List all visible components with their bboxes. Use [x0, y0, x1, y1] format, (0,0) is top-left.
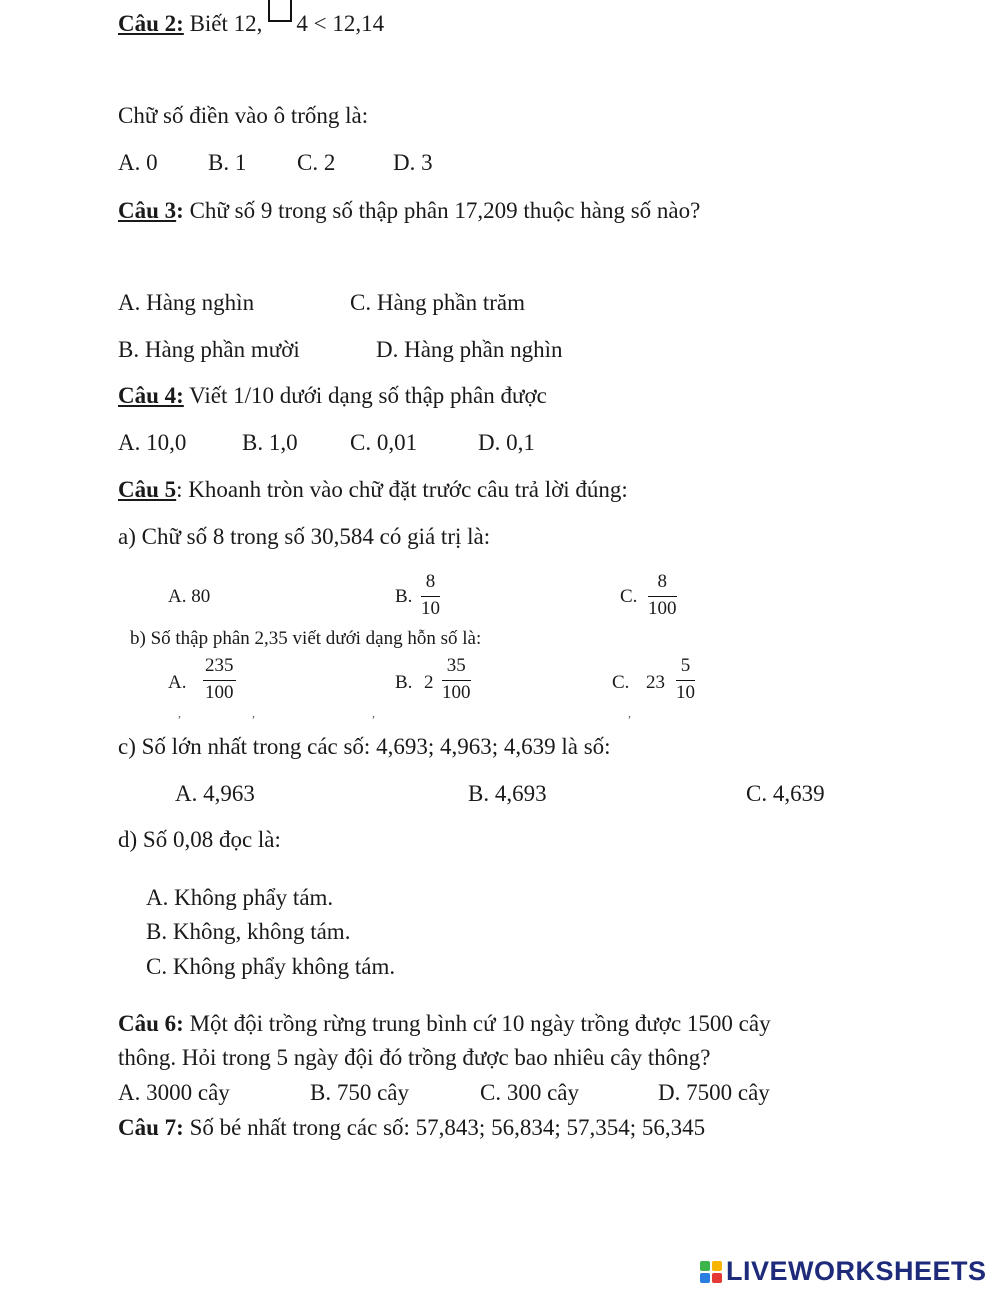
question-2-prompt: Chữ số điền vào ô trống là: [118, 103, 369, 128]
question-5c-prompt: c) Số lớn nhất trong các số: 4,693; 4,963; 4,639 là số: [118, 734, 611, 759]
question-5b-option-b-whole: 2 [424, 672, 434, 693]
question-4-option-a[interactable]: A. 10,0 [118, 430, 187, 455]
fraction-denominator: 10 [676, 682, 695, 704]
question-5d-prompt: d) Số 0,08 đọc là: [118, 827, 281, 852]
question-5b-option-a-fraction [203, 656, 236, 704]
question-3-option-b[interactable]: B. Hàng phần mười [118, 337, 300, 362]
fraction-numerator: 5 [680, 655, 691, 676]
question-3-colon: : [176, 198, 184, 223]
question-4-text: Viết 1/10 dưới dạng số thập phân được [189, 383, 547, 408]
scan-artifact: , [372, 706, 375, 720]
question-2-text-before: Biết 12, [189, 11, 263, 36]
question-2-text-after: 4 < 12,14 [296, 11, 385, 36]
liveworksheets-logo [700, 1256, 987, 1287]
question-4-label: Câu 4: [118, 383, 184, 408]
question-6-line-2: thông. Hỏi trong 5 ngày đội đó trồng được bao nhiêu cây thông? [118, 1045, 711, 1070]
question-5b-option-c-fraction [676, 656, 695, 704]
logo-mark-icon [700, 1261, 722, 1283]
question-2-option-d[interactable]: D. 3 [393, 150, 433, 175]
logo-square [700, 1261, 710, 1271]
question-5d-option-b[interactable]: B. Không, không tám. [146, 919, 351, 944]
scan-artifact: , [178, 706, 181, 720]
fraction-bar [421, 596, 440, 598]
question-5d-option-c[interactable]: C. Không phẩy không tám. [146, 954, 396, 979]
question-5a-option-a[interactable]: A. 80 [168, 586, 211, 607]
question-2-label: Câu 2: [118, 11, 184, 36]
question-5a-option-c-label[interactable]: C. [620, 586, 638, 607]
question-5a-option-b-fraction [421, 572, 440, 620]
question-6-option-b[interactable]: B. 750 cây [310, 1080, 410, 1105]
question-5a-option-c-fraction [648, 572, 677, 620]
scan-artifact: , [628, 706, 631, 720]
question-6-option-c[interactable]: C. 300 cây [480, 1080, 580, 1105]
fraction-denominator: 100 [205, 682, 234, 704]
question-3-option-a[interactable]: A. Hàng nghìn [118, 290, 255, 315]
question-7-label: Câu 7: [118, 1115, 184, 1140]
question-5d-option-a[interactable]: A. Không phẩy tám. [146, 885, 334, 910]
question-6-label: Câu 6: [118, 1011, 184, 1036]
fraction-bar [648, 596, 677, 598]
question-6-line-1: Một đội trồng rừng trung bình cứ 10 ngày trồng được 1500 cây [189, 1011, 771, 1036]
fraction-denominator: 100 [442, 682, 471, 704]
question-5b-option-b-label[interactable]: B. [395, 672, 413, 693]
logo-square [712, 1273, 722, 1283]
fraction-denominator: 100 [648, 598, 677, 620]
question-5b-option-c-whole: 23 [646, 672, 665, 693]
question-3-option-d[interactable]: D. Hàng phần nghìn [376, 337, 563, 362]
question-5b-option-c-label[interactable]: C. [612, 672, 630, 693]
question-3-option-c[interactable]: C. Hàng phần trăm [350, 290, 526, 315]
question-5c-option-b[interactable]: B. 4,693 [468, 781, 547, 806]
question-4-option-b[interactable]: B. 1,0 [242, 430, 298, 455]
fraction-numerator: 35 [446, 655, 466, 676]
fraction-numerator: 235 [205, 655, 234, 676]
question-5 [118, 476, 628, 504]
question-6-option-a[interactable]: A. 3000 cây [118, 1080, 230, 1105]
question-3-label: Câu 3 [118, 198, 177, 223]
scan-artifact: , [252, 706, 255, 720]
question-4-option-c[interactable]: C. 0,01 [350, 430, 418, 455]
fraction-bar [203, 680, 236, 682]
question-5-text: : Khoanh tròn vào chữ đặt trước câu trả lời đúng: [176, 477, 628, 502]
question-2-option-c[interactable]: C. 2 [297, 150, 336, 175]
question-7 [118, 1114, 705, 1142]
question-2-option-a[interactable]: A. 0 [118, 150, 158, 175]
question-5c-option-c[interactable]: C. 4,639 [746, 781, 825, 806]
question-6 [118, 1010, 771, 1038]
fraction-denominator: 10 [421, 598, 440, 620]
fraction-numerator: 8 [425, 571, 436, 592]
question-2 [118, 8, 384, 38]
question-2-option-b[interactable]: B. 1 [208, 150, 247, 175]
question-7-text: Số bé nhất trong các số: 57,843; 56,834; 57,354; 56,345 [189, 1115, 706, 1140]
question-5c-option-a[interactable]: A. 4,963 [175, 781, 255, 806]
question-3-text: Chữ số 9 trong số thập phân 17,209 thuộc hàng số nào? [189, 198, 701, 223]
question-5-label: Câu 5 [118, 477, 177, 502]
question-4 [118, 382, 547, 410]
logo-square [712, 1261, 722, 1271]
question-3 [118, 197, 700, 225]
question-5a-prompt: a) Chữ số 8 trong số 30,584 có giá trị là: [118, 524, 491, 549]
fraction-bar [442, 680, 471, 682]
question-5b-option-b-fraction [442, 656, 471, 704]
question-5a-option-b-label[interactable]: B. [395, 586, 413, 607]
question-6-option-d[interactable]: D. 7500 cây [658, 1080, 770, 1105]
logo-square [700, 1273, 710, 1283]
fraction-numerator: 8 [657, 571, 667, 592]
question-5b-option-a-label[interactable]: A. [168, 672, 187, 693]
question-4-option-d[interactable]: D. 0,1 [478, 430, 535, 455]
question-5b-prompt: b) Số thập phân 2,35 viết dưới dạng hỗn số là: [130, 628, 482, 649]
blank-box[interactable] [268, 0, 292, 22]
fraction-bar [676, 680, 695, 682]
logo-text: LIVEWORKSHEETS [726, 1256, 987, 1286]
